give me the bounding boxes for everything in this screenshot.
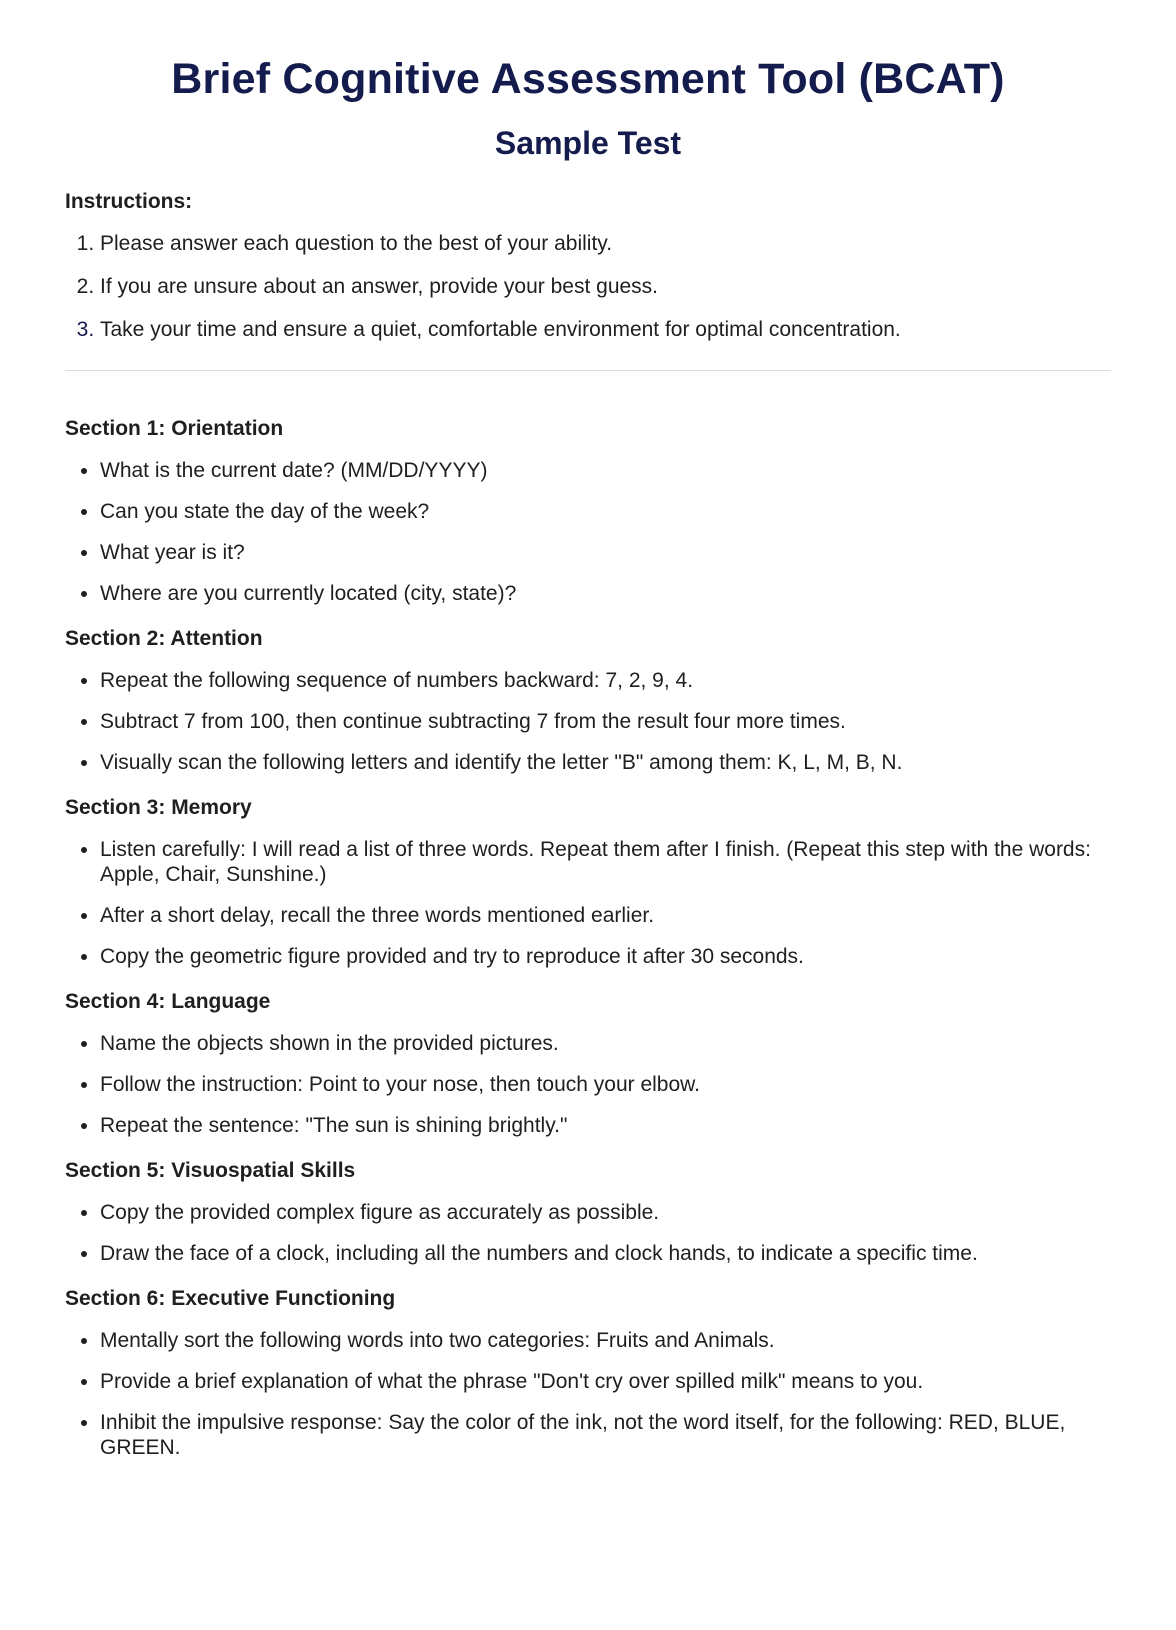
question-item: • Repeat the following sequence of numbers backward: 7, 2, 9, 4. xyxy=(100,668,1111,693)
question-list xyxy=(65,1200,1111,1266)
question-item: • What is the current date? (MM/DD/YYYY) xyxy=(100,458,1111,483)
question-item: • Repeat the sentence: "The sun is shining brightly." xyxy=(100,1113,1111,1138)
question-item: • Copy the provided complex figure as accurately as possible. xyxy=(100,1200,1111,1225)
page-subtitle: Sample Test xyxy=(494,125,682,161)
section-heading: Section 6: Executive Functioning xyxy=(65,1287,396,1310)
section-attention xyxy=(65,626,1111,775)
question-item: • After a short delay, recall the three words mentioned earlier. xyxy=(100,903,1111,928)
section-heading: Section 5: Visuospatial Skills xyxy=(65,1159,356,1182)
section-heading: Section 2: Attention xyxy=(65,627,263,650)
question-list xyxy=(65,837,1111,969)
question-item: • What year is it? xyxy=(100,540,1111,565)
question-item: • Provide a brief explanation of what the phrase "Don't cry over spilled milk" means to you. xyxy=(100,1369,1111,1394)
question-item: • Visually scan the following letters and identify the letter "B" among them: K, L, M, B, N. xyxy=(100,750,1111,775)
question-item: • Subtract 7 from 100, then continue subtracting 7 from the result four more times. xyxy=(100,709,1111,734)
question-list xyxy=(65,1328,1111,1460)
section-heading: Section 4: Language xyxy=(65,990,271,1013)
instruction-item: 3. Take your time and ensure a quiet, comfortable environment for optimal concentration. xyxy=(100,317,1111,343)
question-item: • Mentally sort the following words into two categories: Fruits and Animals. xyxy=(100,1328,1111,1353)
section-heading: Section 3: Memory xyxy=(65,796,252,819)
question-list xyxy=(65,458,1111,606)
instructions-heading: Instructions: xyxy=(65,190,193,213)
section-orientation xyxy=(65,371,1111,606)
instructions-list xyxy=(65,231,1111,343)
question-item: • Copy the geometric figure provided and try to reproduce it after 30 seconds. xyxy=(100,944,1111,969)
section-visuospatial xyxy=(65,1158,1111,1266)
question-item: • Draw the face of a clock, including all the numbers and clock hands, to indicate a specific time. xyxy=(100,1241,1111,1266)
question-list xyxy=(65,668,1111,775)
section-executive-functioning xyxy=(65,1286,1111,1460)
question-list xyxy=(65,1031,1111,1138)
instruction-item: 2. If you are unsure about an answer, provide your best guess. xyxy=(100,274,1111,300)
question-item: • Listen carefully: I will read a list of three words. Repeat them after I finish. (Repeat this step with the words: Apple, Chair, Sunshine.) xyxy=(100,837,1111,887)
section-language xyxy=(65,989,1111,1138)
question-item: • Name the objects shown in the provided pictures. xyxy=(100,1031,1111,1056)
section-heading: Section 1: Orientation xyxy=(65,417,284,440)
question-item: • Where are you currently located (city, state)? xyxy=(100,581,1111,606)
section-memory xyxy=(65,795,1111,969)
question-item: • Can you state the day of the week? xyxy=(100,499,1111,524)
question-item: • Inhibit the impulsive response: Say the color of the ink, not the word itself, for the following: RED, BLUE, GREEN. xyxy=(100,1410,1111,1460)
page-title: Brief Cognitive Assessment Tool (BCAT) xyxy=(171,55,1005,103)
instruction-item: 1. Please answer each question to the best of your ability. xyxy=(100,231,1111,257)
question-item: • Follow the instruction: Point to your nose, then touch your elbow. xyxy=(100,1072,1111,1097)
